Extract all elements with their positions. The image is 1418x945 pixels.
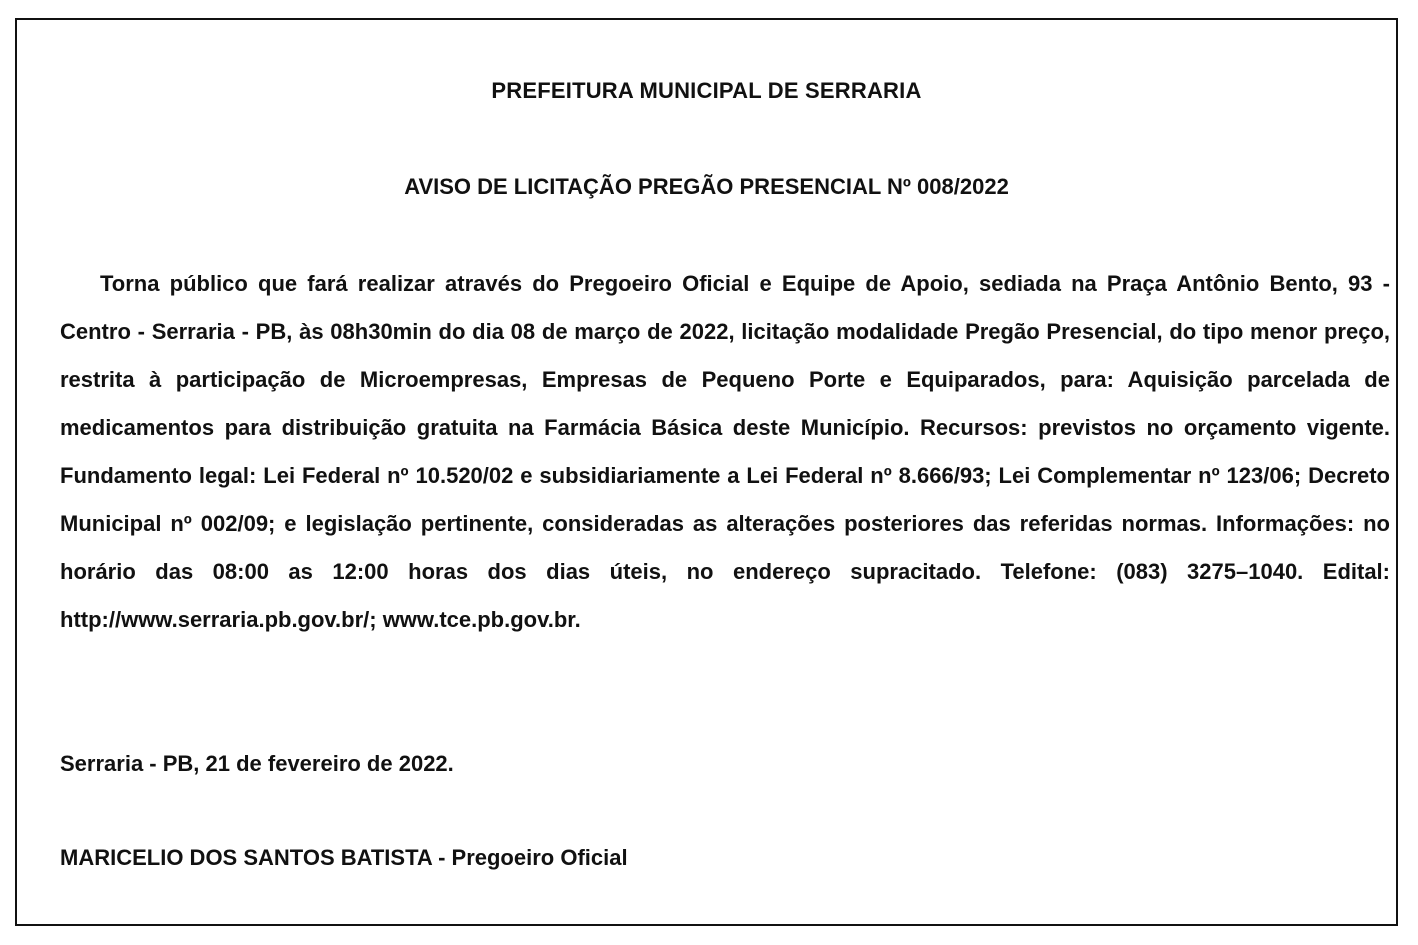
notice-body-paragraph: Torna público que fará realizar através do Pregoeiro Oficial e Equipe de Apoio, sediada na Praça Antônio Bento, 93 - Centro - Serraria - PB, às 08h30min do dia 08 de março de 2022, licitação modalidade Pregão Presencial, do tipo menor preço, restrita à participação de Microempresas, Empresas de Pequeno Porte e Equiparados, para: Aquisição parcelada de medicamentos para distribuição gratuita na Farmácia Básica deste Município. Recursos: previstos no orçamento vigente. Fundamento legal: Lei Federal nº 10.520/02 e subsidiariamente a Lei Federal nº 8.666/93; Lei Complementar nº 123/06; Decreto Municipal nº 002/09; e legislação pertinente, consideradas as alterações posteriores das referidas normas. Informações: no horário das 08:00 as 12:00 horas dos dias úteis, no endereço supracitado. Telefone: (083) 3275–1040. Edital: http://www.serraria.pb.gov.br/; www.tce.pb.gov.br. [60,271,1390,632]
place-date: Serraria - PB, 21 de fevereiro de 2022. [60,751,454,776]
signature-line: MARICELIO DOS SANTOS BATISTA - Pregoeiro Oficial [60,845,628,870]
organization-heading: PREFEITURA MUNICIPAL DE SERRARIA [491,78,922,103]
notice-title: AVISO DE LICITAÇÃO PREGÃO PRESENCIAL Nº 008/2022 [404,174,1009,199]
notice-frame [15,18,1398,926]
